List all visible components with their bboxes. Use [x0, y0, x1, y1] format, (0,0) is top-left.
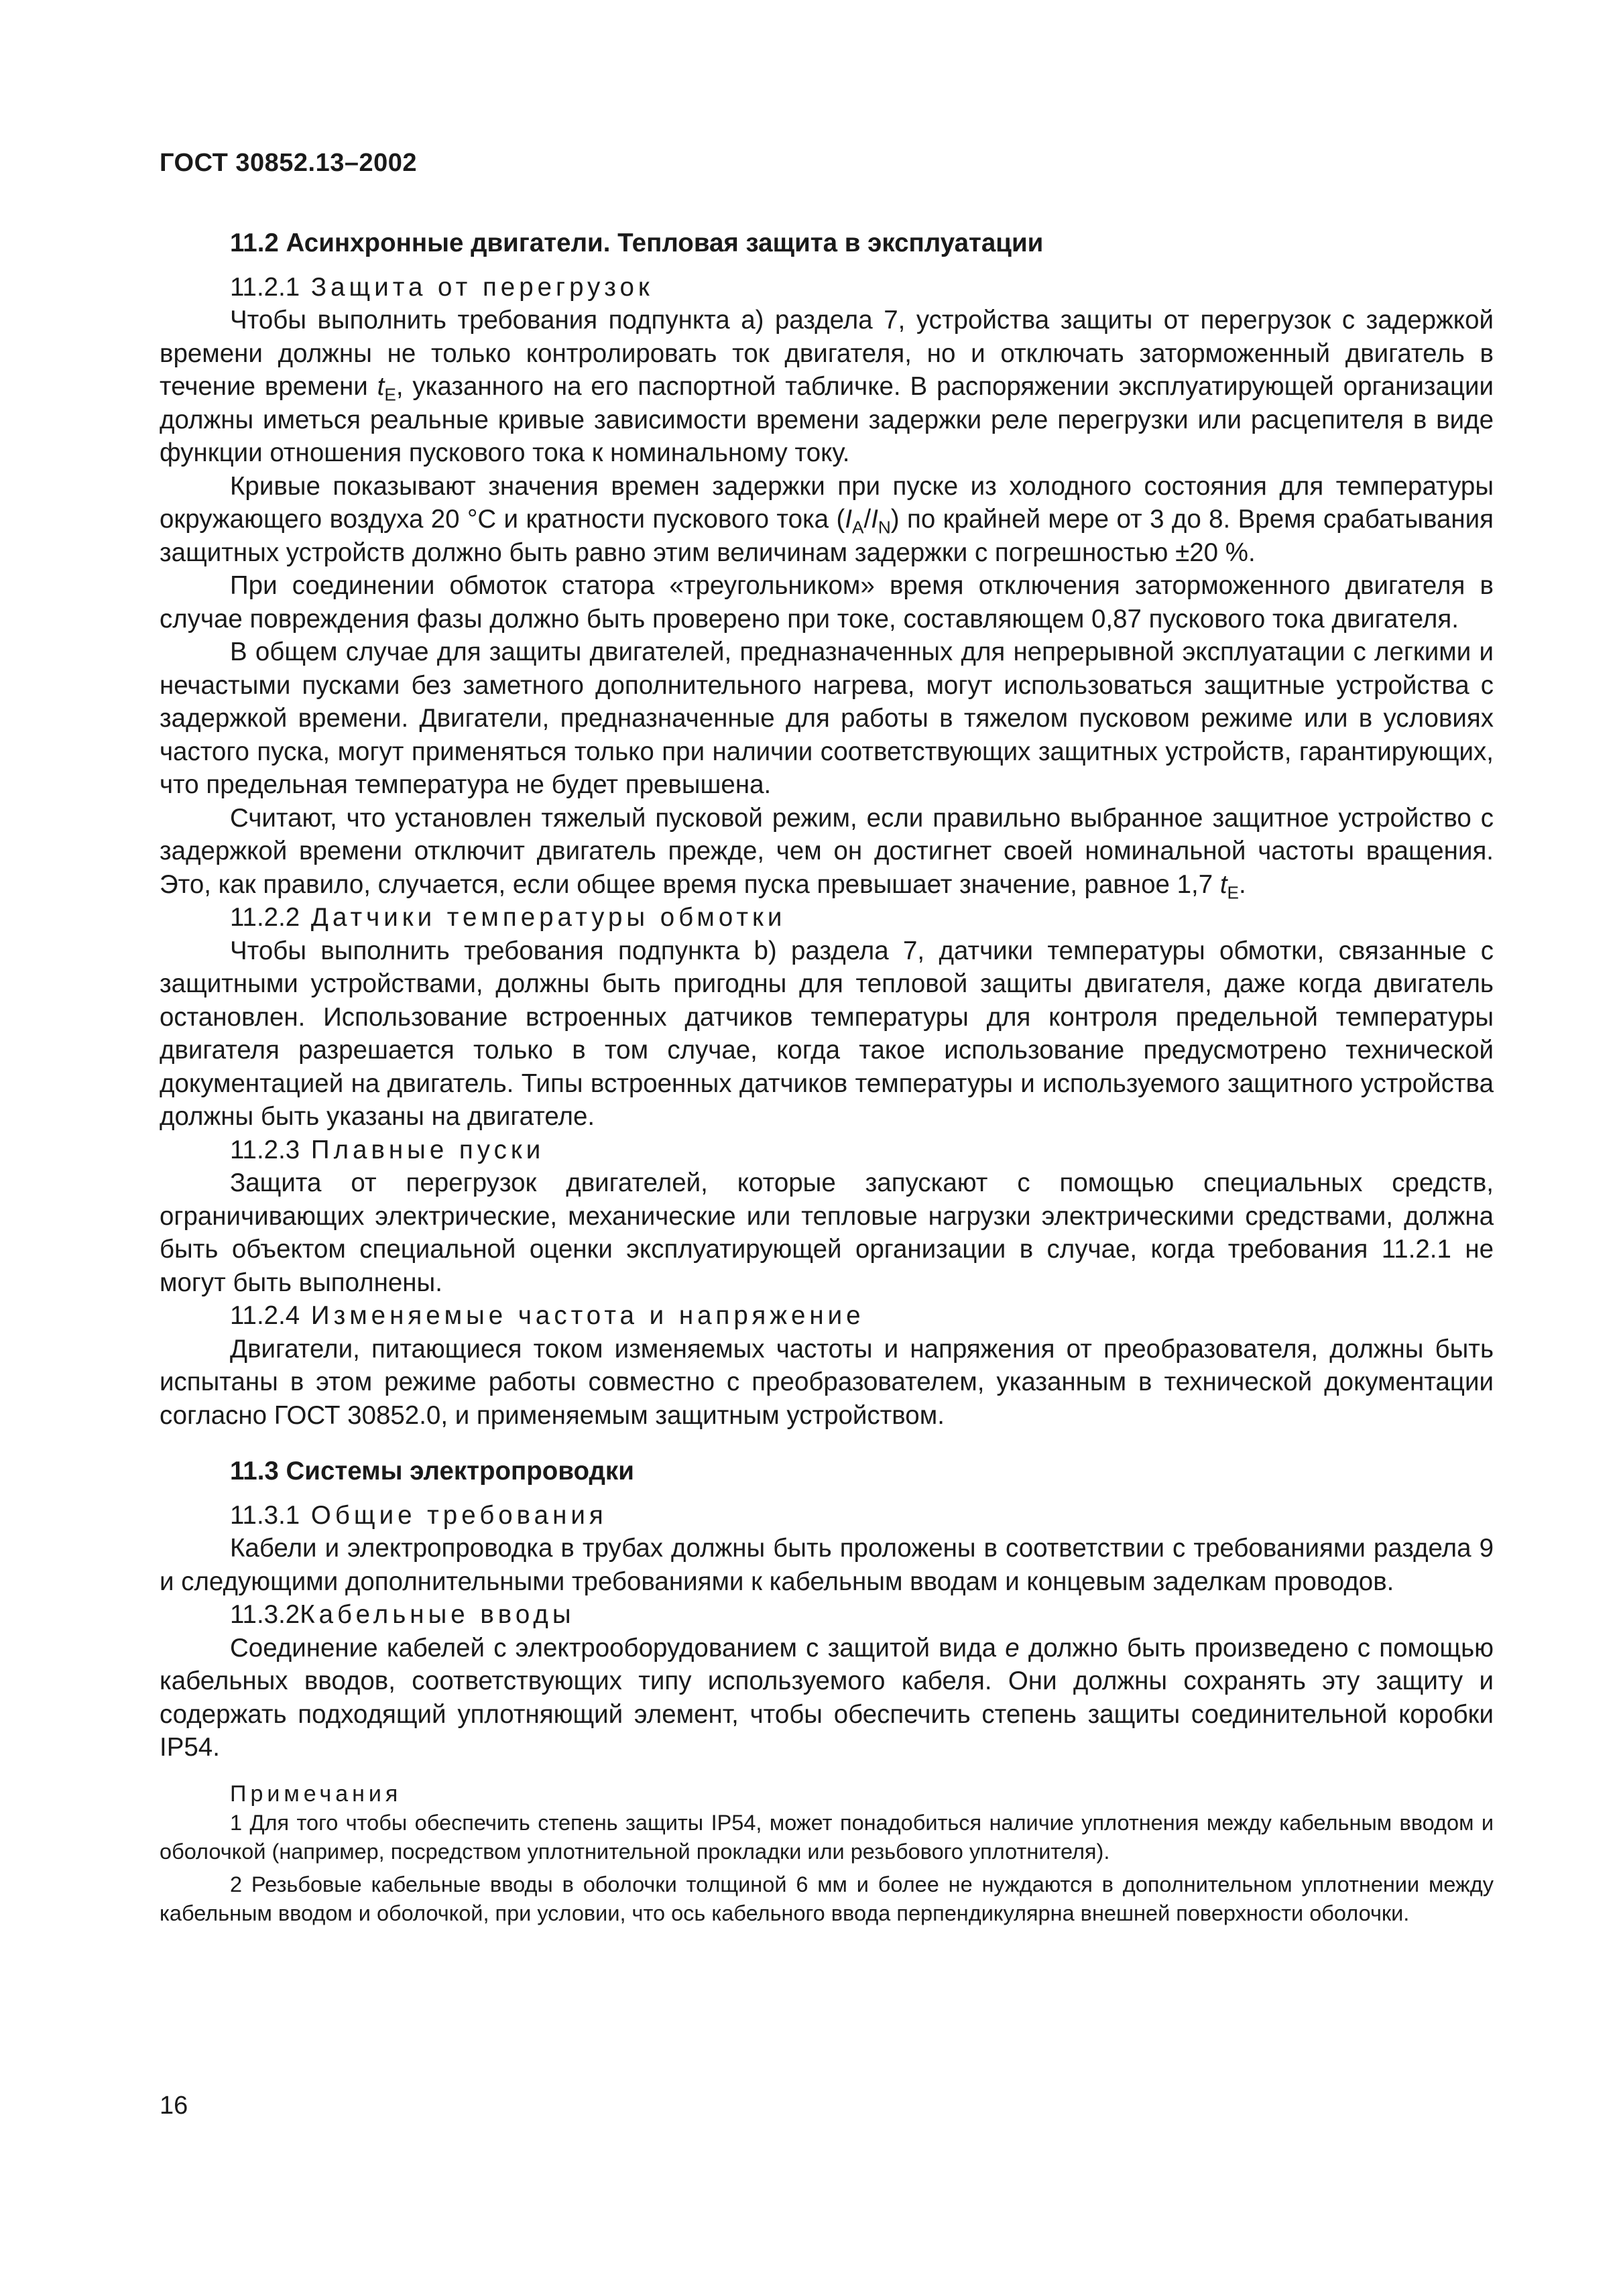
paragraph: В общем случае для защиты двигателей, предназначенных для непрерывной эксплуатации с легкими и нечастыми пусками без заметного дополнительного нагрева, могут использоваться защитные устройства с задержкой времени. Двигатели, предназначенные для работы в тяжелом пусковом режиме или в условиях частого пуска, могут применяться только при наличии соответствующих защитных устройств, гарантирующих, что предельная температура не будет превышена.: [160, 638, 1494, 799]
variable: t: [1219, 869, 1227, 899]
text-run: /: [863, 505, 871, 534]
subscript: N: [878, 517, 891, 538]
paragraph: Защита от перегрузок двигателей, которые запускают с помощью специальных средств, ограничивающих электрические, механические или тепловые нагрузки электрическими средствами, должна быть объектом специальной оценки эксплуатирующей организации в случае, когда требования 11.2.1 не могут быть выполнены.: [160, 1168, 1494, 1297]
subsection-11-3-1-heading: [160, 1499, 1494, 1532]
subsection-number: 11.2.1: [230, 272, 300, 302]
subsection-title: Плавные пуски: [310, 1135, 545, 1164]
subsection-11-3-2-heading: [160, 1598, 1494, 1632]
subsection-title: Изменяемые частота и напряжение: [310, 1301, 865, 1330]
variable: t: [377, 372, 385, 401]
section-11-2-title: 11.2 Асинхронные двигатели. Тепловая защита в эксплуатации: [230, 229, 1044, 257]
subsection-11-2-3-heading: [160, 1134, 1494, 1167]
paragraph: [160, 470, 1494, 570]
subsection-title: Датчики температуры обмотки: [310, 903, 786, 932]
document-header: ГОСТ 30852.13–2002: [160, 149, 418, 177]
section-11-3-title: 11.3 Системы электропроводки: [230, 1457, 634, 1486]
text-run: Соединение кабелей с электрооборудованием с защитой вида: [230, 1633, 1006, 1663]
text-run: .: [1239, 869, 1246, 899]
paragraph: Двигатели, питающиеся током изменяемых частоты и напряжения от преобразователя, должны быть испытаны в этом режиме работы совместно с преобразователем, указанным в технической документации согласно ГОСТ 30852.0, и применяемым защитным устройством.: [160, 1334, 1494, 1430]
text-run: , указанного на его паспортной табличке. В распоряжении эксплуатирующей организации должны иметься реальные кривые зависимости времени задержки реле перегрузки или расцепителя в виде функции отношения пускового тока к номинальному току.: [160, 372, 1494, 467]
paragraph: При соединении обмоток статора «треугольником» время отключения заторможенного двигателя в случае повреждения фазы должно быть проверено при токе, составляющем 0,87 пускового тока двигателя.: [160, 571, 1494, 633]
page-number: 16: [160, 2092, 188, 2120]
subsection-title: Общие требования: [310, 1500, 607, 1530]
note-2: 2 Резьбовые кабельные вводы в оболочки толщиной 6 мм и более не нуждаются в дополнительном уплотнении между кабельным вводом и оболочкой, при условии, что ось кабельного ввода перпендикулярна внешней поверхности оболочки.: [160, 1872, 1494, 1925]
paragraph: [160, 802, 1494, 902]
subsection-number: 11.3.1: [230, 1500, 300, 1530]
document-body: [160, 227, 1494, 1932]
subsection-title: Защита от перегрузок: [310, 272, 654, 302]
subsection-11-2-1-heading: [160, 271, 1494, 304]
variable: I: [845, 505, 853, 534]
text-run: Считают, что установлен тяжелый пусковой режим, если правильно выбранное защитное устройство с задержкой времени отключит двигатель прежде, чем он достигнет своей номинальной частоты вращения. Это, как правило, случается, если общее время пуска превышает значение, равное 1,7: [160, 803, 1494, 899]
text-run: должно быть произведено с помощью кабельных вводов, соответствующих типу используемого кабеля. Они должны сохранять эту защиту и содержать подходящий уплотняющий элемент, чтобы обеспечить степень защиты соединительной коробки IP54.: [160, 1633, 1494, 1762]
text-run: Чтобы выполнить требования подпункта а) раздела 7, устройства защиты от перегрузок с задержкой времени должны не только контролировать ток двигателя, но и отключать заторможенный двигатель в течение времени: [160, 306, 1494, 401]
subscript: E: [1227, 882, 1239, 903]
subscript: A: [852, 517, 864, 538]
notes-title: Примечания: [230, 1780, 402, 1807]
subsection-number: 11.2.2: [230, 903, 300, 932]
spacer: [160, 1432, 1494, 1455]
subsection-11-2-2-heading: [160, 901, 1494, 934]
text-run: Кривые показывают значения времен задержки при пуске из холодного состояния для температуры окружающего воздуха 20 °С и кратности пускового тока (: [160, 471, 1494, 534]
subscript: E: [384, 384, 396, 405]
subsection-11-2-4-heading: [160, 1299, 1494, 1333]
subsection-number: 11.3.2: [230, 1600, 300, 1629]
subsection-title: Кабельные вводы: [300, 1600, 575, 1629]
paragraph: [160, 1632, 1494, 1764]
paragraph: Кабели и электропроводка в трубах должны быть проложены в соответствии с требованиями раздела 9 и следующими дополнительными требованиями к кабельным вводам и концевым заделкам проводов.: [160, 1534, 1494, 1596]
subsection-number: 11.2.4: [230, 1301, 300, 1330]
spacer: [160, 1764, 1494, 1779]
paragraph: [160, 304, 1494, 470]
variable: е: [1005, 1633, 1020, 1663]
text-run: ) по крайней мере от 3 до 8. Время срабатывания защитных устройств должно быть равно этим величинам задержки с погрешностью ±20 %.: [160, 505, 1494, 567]
subsection-number: 11.2.3: [230, 1135, 300, 1164]
paragraph: Чтобы выполнить требования подпункта b) раздела 7, датчики температуры обмотки, связанные с защитными устройствами, должны быть пригодны для тепловой защиты двигателя, даже когда двигатель остановлен. Использование встроенных датчиков температуры для контроля предельной температуры двигателя разрешается только в том случае, когда такое использование предусмотрено технической документацией на двигатель. Типы встроенных датчиков температуры и используемого защитного устройства должны быть указаны на двигателе.: [160, 936, 1494, 1131]
variable: I: [871, 505, 878, 534]
note-1: 1 Для того чтобы обеспечить степень защиты IP54, может понадобиться наличие уплотнения между кабельным вводом и оболочкой (например, посредством уплотнительной прокладки или резьбового уплотнителя).: [160, 1810, 1494, 1864]
